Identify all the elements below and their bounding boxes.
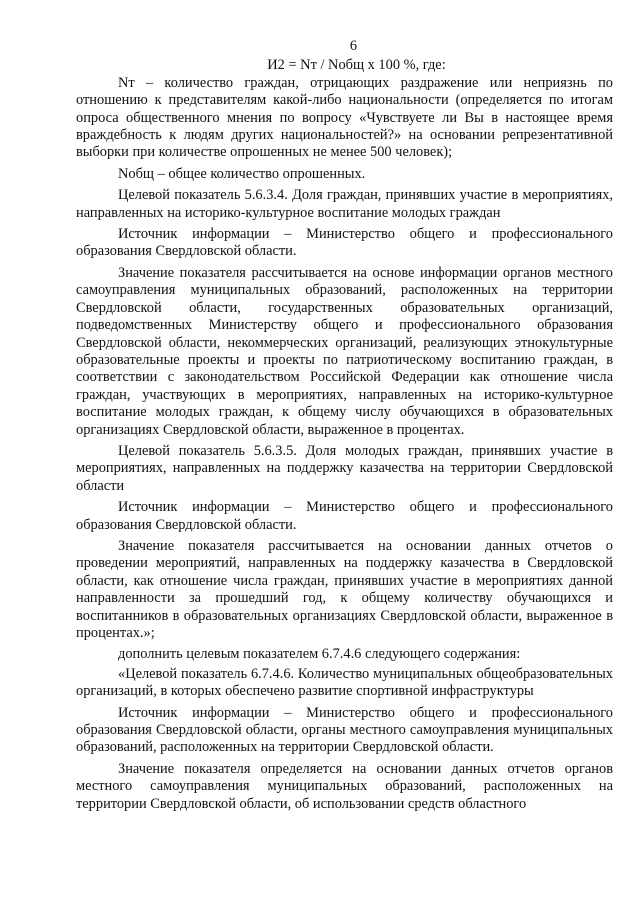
paragraph-calculation-3: Значение показателя определяется на основании данных отчетов органов местного самоуправления муниципальных образований, расположенных на территории Свердловской области, об использовании средств областного — [76, 760, 613, 812]
paragraph-indicator-5-6-3-4: Целевой показатель 5.6.3.4. Доля граждан, принявших участие в мероприятиях, направленных на историко-культурное воспитание молодых граждан — [76, 187, 613, 221]
paragraph-calculation-2: Значение показателя рассчитывается на основании данных отчетов о проведении мероприятий, направленных на поддержку казачества в Свердловской области, как отношение числа граждан, принявших участие в мероприятиях данной направленности за прошедший год, к общему количеству обучающихся и воспитанников в образовательных организациях Свердловской области, выраженное в процентах.»; — [76, 537, 613, 641]
paragraph-source-2: Источник информации – Министерство общего и профессионального образования Свердловской области. — [76, 499, 613, 533]
paragraph-source-3: Источник информации – Министерство общего и профессионального образования Свердловской области, органы местного самоуправления муниципальных образований, расположенных на территории Свердловской области. — [76, 704, 613, 756]
paragraph-add-indicator: дополнить целевым показателем 6.7.4.6 следующего содержания: — [118, 646, 521, 663]
page-number: 6 — [349, 38, 358, 54]
paragraph-nt-definition: Nт – количество граждан, отрицающих раздражение или неприязнь по отношению к представителям какой-либо национальности (определяется по итогам опроса общественного мнения по вопросу «Чувствуете ли Вы в настоящее время враждебность к людям других национальностей?» на основании репрезентативной выборки при количестве опрошенных не менее 500 человек); — [76, 74, 613, 161]
paragraph-ntotal-definition: Nобщ – общее количество опрошенных. — [118, 165, 366, 182]
paragraph-indicator-6-7-4-6: «Целевой показатель 6.7.4.6. Количество муниципальных общеобразовательных организаций, в которых обеспечено развитие спортивной инфраструктуры — [76, 665, 613, 700]
paragraph-source-1: Источник информации – Министерство общего и профессионального образования Свердловской области. — [76, 226, 613, 260]
paragraph-indicator-5-6-3-5: Целевой показатель 5.6.3.5. Доля молодых граждан, принявших участие в мероприятиях, направленных на поддержку казачества на территории Свердловской области — [76, 442, 613, 494]
formula-line: И2 = Nт / Nобщ x 100 %, где: — [267, 57, 446, 74]
paragraph-calculation-1: Значение показателя рассчитывается на основе информации органов местного самоуправления муниципальных образований, расположенных на территории Свердловской области, государственных образовательных организаций, подведомственных Министерству общего и профессионального образования Свердловской области, некоммерческих организаций, реализующих этнокультурные образовательные проекты и проекты по патриотическому воспитанию граждан, в соответствии с законодательством Российской Федерации как отношение числа граждан, участвующих в мероприятиях, направленных на историко-культурное воспитание молодых граждан, к общему числу обучающихся в образовательных организациях Свердловской области, выраженное в процентах. — [76, 264, 613, 438]
